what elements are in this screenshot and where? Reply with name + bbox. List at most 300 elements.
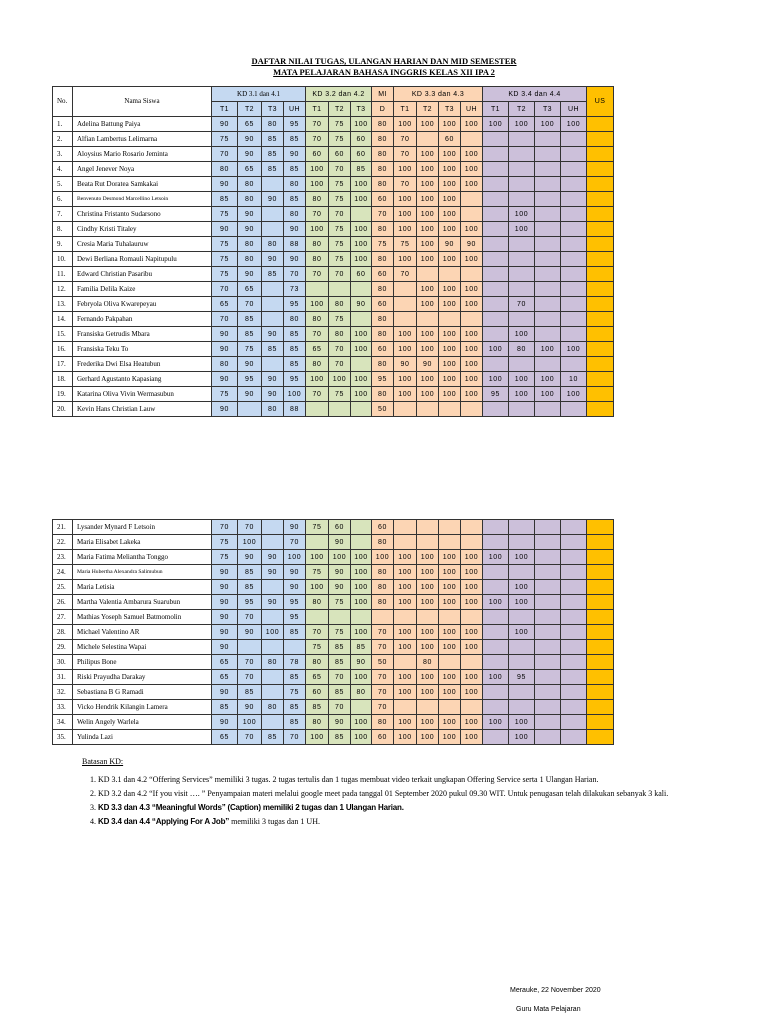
cell-score bbox=[417, 402, 439, 417]
table-row bbox=[53, 237, 614, 252]
cell-score: 95 bbox=[284, 297, 306, 312]
cell-score: 100 bbox=[439, 595, 461, 610]
cell-student-name: Fransiska Teku To bbox=[73, 342, 212, 357]
cell-score: 80 bbox=[306, 357, 329, 372]
cell-score: 60 bbox=[372, 267, 394, 282]
cell-score: 100 bbox=[417, 640, 439, 655]
cell-score: 95 bbox=[372, 372, 394, 387]
cell-score bbox=[483, 640, 509, 655]
cell-score: 100 bbox=[483, 372, 509, 387]
cell-score bbox=[561, 580, 587, 595]
cell-score: 90 bbox=[212, 327, 238, 342]
cell-student-name: Alfian Lambertus Lelimarna bbox=[73, 132, 212, 147]
table-row bbox=[53, 715, 614, 730]
cell-score: 90 bbox=[212, 595, 238, 610]
cell-score bbox=[535, 192, 561, 207]
cell-score: 60 bbox=[372, 297, 394, 312]
cell-score: 100 bbox=[351, 670, 372, 685]
cell-score bbox=[262, 207, 284, 222]
cell-score: 73 bbox=[284, 282, 306, 297]
header-no: No. bbox=[53, 87, 73, 117]
cell-score: 65 bbox=[212, 655, 238, 670]
cell-score: 100 bbox=[461, 685, 483, 700]
cell-score: 70 bbox=[212, 520, 238, 535]
cell-no: 19. bbox=[53, 387, 73, 402]
cell-score: 100 bbox=[262, 625, 284, 640]
cell-score bbox=[561, 550, 587, 565]
cell-score bbox=[262, 640, 284, 655]
cell-score: 88 bbox=[284, 402, 306, 417]
cell-score: 100 bbox=[417, 670, 439, 685]
cell-student-name: Michael Valentino AR bbox=[73, 625, 212, 640]
cell-score: 85 bbox=[284, 132, 306, 147]
cell-score: 95 bbox=[284, 372, 306, 387]
cell-score: 100 bbox=[509, 207, 535, 222]
header-kd1-sub: UH bbox=[284, 102, 306, 117]
cell-score bbox=[439, 402, 461, 417]
cell-score bbox=[394, 282, 417, 297]
cell-score bbox=[561, 730, 587, 745]
cell-score: 100 bbox=[351, 580, 372, 595]
cell-score bbox=[587, 222, 614, 237]
cell-score: 90 bbox=[212, 342, 238, 357]
cell-score: 90 bbox=[351, 655, 372, 670]
cell-score: 95 bbox=[284, 610, 306, 625]
cell-score bbox=[587, 402, 614, 417]
cell-score bbox=[509, 402, 535, 417]
cell-score: 70 bbox=[394, 147, 417, 162]
cell-score: 100 bbox=[461, 670, 483, 685]
cell-student-name: Benvenuto Desmond Marcellino Letsoin bbox=[73, 192, 212, 207]
cell-score: 100 bbox=[461, 580, 483, 595]
header-kd4-sub: T2 bbox=[509, 102, 535, 117]
cell-score: 100 bbox=[439, 252, 461, 267]
cell-score: 100 bbox=[351, 595, 372, 610]
cell-score: 80 bbox=[306, 655, 329, 670]
cell-student-name: Sebastiana B G Ramadi bbox=[73, 685, 212, 700]
cell-no: 25. bbox=[53, 580, 73, 595]
note-text: memiliki 3 tugas. 2 tugas tertulis dan 1 tugas membuat video terkait ungkapan Offering Service serta 1 Ulangan Harian. bbox=[214, 775, 599, 784]
table-row bbox=[53, 162, 614, 177]
cell-score: 95 bbox=[238, 595, 262, 610]
cell-score: 100 bbox=[351, 117, 372, 132]
cell-score: 100 bbox=[306, 372, 329, 387]
cell-score: 90 bbox=[329, 565, 351, 580]
cell-score: 90 bbox=[394, 357, 417, 372]
cell-student-name: Frederika Dwi Elsa Heatubun bbox=[73, 357, 212, 372]
cell-score bbox=[587, 700, 614, 715]
cell-score: 80 bbox=[306, 237, 329, 252]
cell-score: 80 bbox=[306, 192, 329, 207]
cell-score bbox=[306, 282, 329, 297]
page-title-line1: DAFTAR NILAI TUGAS, ULANGAN HARIAN DAN MID SEMESTER bbox=[251, 56, 517, 66]
cell-score: 70 bbox=[306, 207, 329, 222]
cell-score: 90 bbox=[284, 252, 306, 267]
cell-score: 85 bbox=[238, 312, 262, 327]
cell-score: 100 bbox=[535, 342, 561, 357]
header-mid-bottom: D bbox=[372, 102, 394, 117]
cell-score bbox=[306, 402, 329, 417]
cell-score: 100 bbox=[284, 387, 306, 402]
cell-score: 70 bbox=[509, 297, 535, 312]
cell-no: 5. bbox=[53, 177, 73, 192]
cell-student-name: Cresia Maria Tuhalauruw bbox=[73, 237, 212, 252]
cell-score bbox=[461, 132, 483, 147]
cell-score: 100 bbox=[284, 550, 306, 565]
cell-score: 100 bbox=[417, 730, 439, 745]
cell-score bbox=[561, 192, 587, 207]
cell-score bbox=[417, 610, 439, 625]
cell-score: 100 bbox=[461, 117, 483, 132]
cell-score bbox=[535, 237, 561, 252]
header-kd3-sub: UH bbox=[461, 102, 483, 117]
table-row bbox=[53, 685, 614, 700]
header-kd3: KD 3.3 dan 4.3 bbox=[394, 87, 483, 102]
cell-score bbox=[461, 402, 483, 417]
cell-score bbox=[483, 177, 509, 192]
cell-score: 100 bbox=[306, 550, 329, 565]
cell-no: 10. bbox=[53, 252, 73, 267]
cell-score: 75 bbox=[212, 535, 238, 550]
cell-score bbox=[587, 655, 614, 670]
cell-score bbox=[262, 580, 284, 595]
cell-score: 90 bbox=[212, 640, 238, 655]
cell-score bbox=[483, 237, 509, 252]
cell-score bbox=[417, 535, 439, 550]
cell-score: 100 bbox=[351, 387, 372, 402]
cell-student-name: Kevin Hans Christian Lauw bbox=[73, 402, 212, 417]
cell-score bbox=[561, 610, 587, 625]
cell-student-name: Cindhy Kristi Titaley bbox=[73, 222, 212, 237]
cell-score bbox=[394, 520, 417, 535]
cell-student-name: Maria Hubertha Alexandra Salimubun bbox=[73, 565, 212, 580]
cell-score: 70 bbox=[238, 730, 262, 745]
cell-score: 90 bbox=[212, 177, 238, 192]
cell-score bbox=[306, 610, 329, 625]
cell-score: 100 bbox=[394, 715, 417, 730]
cell-score: 100 bbox=[351, 237, 372, 252]
cell-score: 100 bbox=[394, 640, 417, 655]
cell-score: 80 bbox=[262, 237, 284, 252]
cell-score bbox=[461, 312, 483, 327]
cell-score: 100 bbox=[509, 387, 535, 402]
cell-score bbox=[535, 402, 561, 417]
cell-score bbox=[561, 327, 587, 342]
cell-no: 29. bbox=[53, 640, 73, 655]
table-row bbox=[53, 117, 614, 132]
table-row bbox=[53, 580, 614, 595]
cell-score bbox=[535, 610, 561, 625]
cell-score: 90 bbox=[238, 147, 262, 162]
cell-score bbox=[461, 610, 483, 625]
table-row bbox=[53, 387, 614, 402]
cell-score: 75 bbox=[329, 252, 351, 267]
cell-score: 80 bbox=[238, 252, 262, 267]
cell-score bbox=[439, 700, 461, 715]
cell-score: 50 bbox=[372, 655, 394, 670]
cell-score: 90 bbox=[262, 550, 284, 565]
cell-score: 100 bbox=[461, 640, 483, 655]
cell-score: 100 bbox=[439, 730, 461, 745]
cell-score: 85 bbox=[284, 162, 306, 177]
cell-student-name: Mathias Yoseph Samuel Batmomolin bbox=[73, 610, 212, 625]
cell-score bbox=[509, 162, 535, 177]
cell-score bbox=[509, 655, 535, 670]
cell-score: 100 bbox=[483, 117, 509, 132]
cell-score: 100 bbox=[417, 595, 439, 610]
cell-score: 85 bbox=[262, 342, 284, 357]
cell-score: 70 bbox=[329, 670, 351, 685]
table-row bbox=[53, 655, 614, 670]
cell-score: 90 bbox=[262, 252, 284, 267]
cell-score: 65 bbox=[238, 282, 262, 297]
cell-score: 100 bbox=[439, 282, 461, 297]
cell-no: 26. bbox=[53, 595, 73, 610]
cell-no: 31. bbox=[53, 670, 73, 685]
cell-score bbox=[535, 327, 561, 342]
cell-no: 16. bbox=[53, 342, 73, 357]
cell-score bbox=[587, 550, 614, 565]
cell-score: 90 bbox=[212, 625, 238, 640]
cell-student-name: Philipus Bone bbox=[73, 655, 212, 670]
cell-score bbox=[535, 297, 561, 312]
note-item bbox=[98, 774, 732, 786]
cell-score: 75 bbox=[212, 550, 238, 565]
cell-score: 65 bbox=[212, 730, 238, 745]
cell-score: 75 bbox=[306, 520, 329, 535]
table-row bbox=[53, 192, 614, 207]
cell-score: 100 bbox=[461, 222, 483, 237]
cell-no: 12. bbox=[53, 282, 73, 297]
cell-score: 100 bbox=[439, 297, 461, 312]
cell-score: 100 bbox=[483, 595, 509, 610]
cell-no: 28. bbox=[53, 625, 73, 640]
cell-score bbox=[587, 520, 614, 535]
cell-score bbox=[483, 610, 509, 625]
cell-score: 70 bbox=[372, 207, 394, 222]
cell-student-name: Welin Angely Warlela bbox=[73, 715, 212, 730]
cell-score: 70 bbox=[329, 357, 351, 372]
cell-score: 100 bbox=[461, 550, 483, 565]
cell-score: 100 bbox=[394, 372, 417, 387]
cell-score bbox=[439, 267, 461, 282]
cell-score bbox=[509, 237, 535, 252]
header-kd4-sub: T3 bbox=[535, 102, 561, 117]
cell-score: 70 bbox=[238, 520, 262, 535]
cell-score: 90 bbox=[262, 595, 284, 610]
cell-score: 100 bbox=[417, 237, 439, 252]
cell-score bbox=[483, 312, 509, 327]
cell-score: 75 bbox=[212, 387, 238, 402]
cell-score: 100 bbox=[509, 550, 535, 565]
cell-score bbox=[483, 267, 509, 282]
cell-score bbox=[351, 520, 372, 535]
cell-score: 100 bbox=[439, 550, 461, 565]
cell-score bbox=[262, 297, 284, 312]
cell-score: 100 bbox=[439, 192, 461, 207]
cell-score: 100 bbox=[535, 117, 561, 132]
cell-score: 80 bbox=[372, 715, 394, 730]
cell-score bbox=[329, 610, 351, 625]
cell-score: 70 bbox=[372, 700, 394, 715]
header-kd3-sub: T1 bbox=[394, 102, 417, 117]
cell-score: 85 bbox=[284, 327, 306, 342]
cell-score: 80 bbox=[509, 342, 535, 357]
cell-score: 90 bbox=[329, 580, 351, 595]
cell-score bbox=[483, 147, 509, 162]
cell-score bbox=[535, 730, 561, 745]
cell-score: 10 bbox=[561, 372, 587, 387]
cell-score: 80 bbox=[372, 595, 394, 610]
cell-score: 80 bbox=[417, 655, 439, 670]
cell-score: 75 bbox=[329, 132, 351, 147]
cell-score: 80 bbox=[212, 162, 238, 177]
header-mid-top: MI bbox=[372, 87, 394, 102]
cell-score: 100 bbox=[351, 715, 372, 730]
cell-score: 85 bbox=[238, 327, 262, 342]
cell-score bbox=[561, 625, 587, 640]
cell-score: 90 bbox=[417, 357, 439, 372]
cell-score: 80 bbox=[238, 192, 262, 207]
cell-score bbox=[509, 565, 535, 580]
cell-score: 80 bbox=[262, 117, 284, 132]
cell-score: 100 bbox=[394, 565, 417, 580]
cell-score bbox=[509, 267, 535, 282]
cell-no: 24. bbox=[53, 565, 73, 580]
cell-score: 60 bbox=[372, 520, 394, 535]
cell-score bbox=[535, 670, 561, 685]
cell-score: 60 bbox=[351, 147, 372, 162]
cell-score bbox=[262, 685, 284, 700]
cell-score: 100 bbox=[461, 565, 483, 580]
cell-score: 100 bbox=[351, 625, 372, 640]
cell-score: 80 bbox=[238, 177, 262, 192]
cell-score bbox=[587, 177, 614, 192]
cell-score: 100 bbox=[306, 730, 329, 745]
cell-score: 80 bbox=[372, 535, 394, 550]
grades-table-2 bbox=[52, 519, 614, 745]
cell-score: 100 bbox=[461, 387, 483, 402]
cell-score: 100 bbox=[509, 327, 535, 342]
cell-score bbox=[461, 267, 483, 282]
cell-student-name: Angel Jenever Noya bbox=[73, 162, 212, 177]
cell-score bbox=[329, 282, 351, 297]
cell-score: 100 bbox=[351, 372, 372, 387]
cell-score: 60 bbox=[306, 147, 329, 162]
cell-score: 80 bbox=[372, 177, 394, 192]
cell-score: 100 bbox=[461, 327, 483, 342]
cell-score bbox=[262, 670, 284, 685]
cell-score: 100 bbox=[394, 580, 417, 595]
cell-no: 27. bbox=[53, 610, 73, 625]
cell-score: 85 bbox=[329, 640, 351, 655]
note-text: Penyampaian materi melalui google meet pada tanggal 01 September 2020 pukul 09.30 WIT. Untuk penugasan telah dilakukan sebanyak 3 kali. bbox=[207, 789, 669, 798]
cell-score: 90 bbox=[284, 147, 306, 162]
cell-score: 100 bbox=[238, 535, 262, 550]
cell-score: 90 bbox=[238, 550, 262, 565]
cell-score: 70 bbox=[329, 342, 351, 357]
cell-score bbox=[238, 402, 262, 417]
cell-score: 100 bbox=[238, 715, 262, 730]
cell-score: 70 bbox=[238, 670, 262, 685]
cell-score bbox=[535, 550, 561, 565]
cell-score bbox=[483, 132, 509, 147]
cell-score: 70 bbox=[284, 267, 306, 282]
cell-score bbox=[509, 535, 535, 550]
header-kd3-sub: T2 bbox=[417, 102, 439, 117]
header-kd1-sub: T3 bbox=[262, 102, 284, 117]
cell-score bbox=[587, 117, 614, 132]
cell-score: 85 bbox=[351, 162, 372, 177]
cell-score bbox=[561, 640, 587, 655]
cell-score: 90 bbox=[262, 387, 284, 402]
cell-score: 75 bbox=[329, 312, 351, 327]
cell-score: 80 bbox=[351, 685, 372, 700]
cell-student-name: Michele Selestina Wapai bbox=[73, 640, 212, 655]
cell-score: 90 bbox=[212, 580, 238, 595]
cell-no: 21. bbox=[53, 520, 73, 535]
cell-score bbox=[587, 535, 614, 550]
cell-score bbox=[587, 640, 614, 655]
cell-score: 60 bbox=[351, 267, 372, 282]
cell-score: 100 bbox=[509, 625, 535, 640]
table-row bbox=[53, 357, 614, 372]
cell-score: 90 bbox=[238, 132, 262, 147]
cell-score bbox=[483, 282, 509, 297]
cell-score: 80 bbox=[284, 177, 306, 192]
note-item bbox=[98, 802, 732, 814]
cell-score: 100 bbox=[439, 357, 461, 372]
table-row bbox=[53, 342, 614, 357]
cell-score bbox=[262, 282, 284, 297]
header-kd2-sub: T2 bbox=[329, 102, 351, 117]
cell-score: 75 bbox=[329, 222, 351, 237]
cell-score bbox=[417, 700, 439, 715]
note-item bbox=[98, 816, 732, 828]
cell-score bbox=[535, 252, 561, 267]
cell-score bbox=[372, 610, 394, 625]
cell-score bbox=[535, 580, 561, 595]
header-kd2-sub: T1 bbox=[306, 102, 329, 117]
cell-no: 35. bbox=[53, 730, 73, 745]
cell-score: 100 bbox=[439, 387, 461, 402]
cell-score: 100 bbox=[417, 372, 439, 387]
cell-score bbox=[351, 282, 372, 297]
cell-score bbox=[417, 520, 439, 535]
cell-score bbox=[394, 297, 417, 312]
cell-score bbox=[439, 312, 461, 327]
cell-score bbox=[535, 132, 561, 147]
cell-score bbox=[417, 132, 439, 147]
cell-score: 100 bbox=[483, 670, 509, 685]
cell-student-name: Vicko Hendrik Kilangin Lamera bbox=[73, 700, 212, 715]
cell-score bbox=[284, 640, 306, 655]
cell-score: 60 bbox=[351, 132, 372, 147]
cell-score: 100 bbox=[417, 550, 439, 565]
cell-student-name: Lysander Mynard F Letsoin bbox=[73, 520, 212, 535]
cell-no: 20. bbox=[53, 402, 73, 417]
cell-student-name: Edward Christian Pasaribu bbox=[73, 267, 212, 282]
cell-score: 100 bbox=[394, 670, 417, 685]
cell-score: 100 bbox=[417, 685, 439, 700]
cell-no: 8. bbox=[53, 222, 73, 237]
cell-score: 90 bbox=[212, 222, 238, 237]
cell-score: 80 bbox=[372, 222, 394, 237]
cell-score: 95 bbox=[284, 117, 306, 132]
cell-no: 14. bbox=[53, 312, 73, 327]
cell-score bbox=[561, 177, 587, 192]
table-row bbox=[53, 327, 614, 342]
